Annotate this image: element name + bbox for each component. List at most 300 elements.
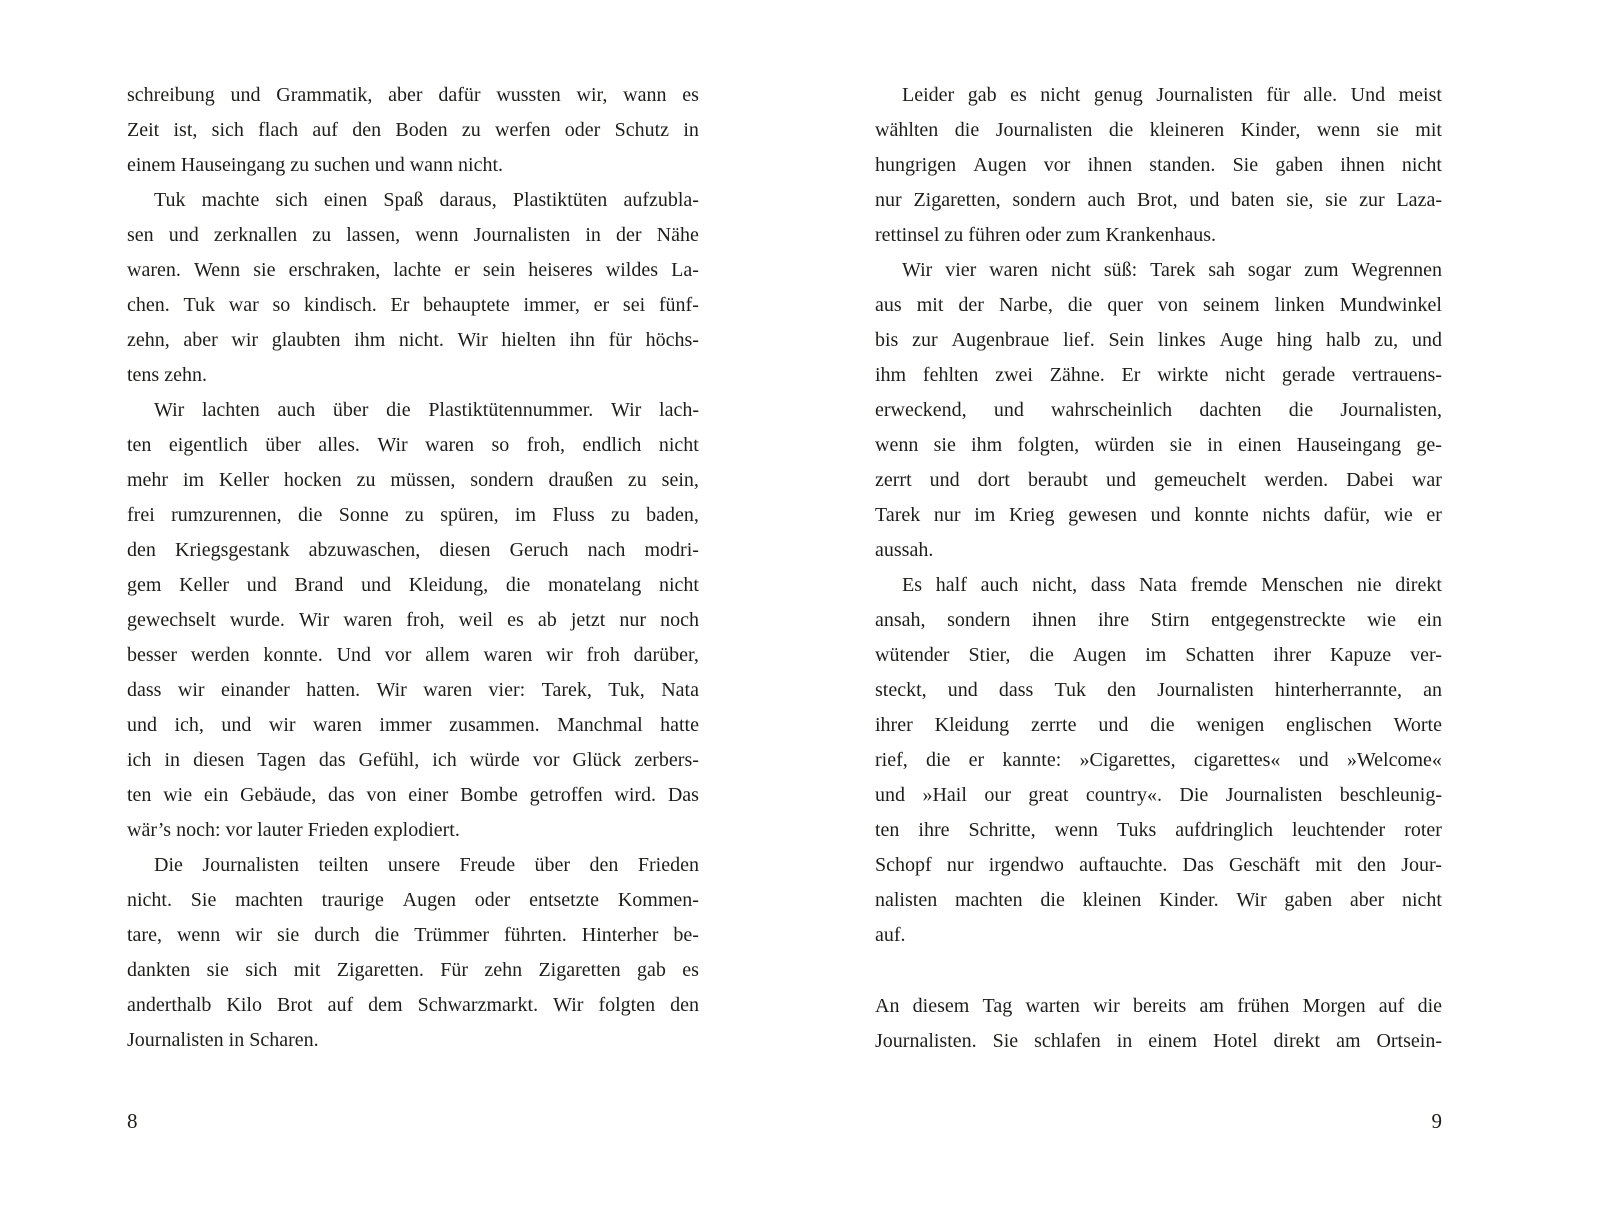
word: würden bbox=[1094, 434, 1155, 456]
word: mehr bbox=[127, 469, 169, 491]
word: und bbox=[1105, 469, 1136, 491]
word: sei bbox=[622, 294, 646, 316]
word: wütender bbox=[875, 644, 950, 666]
text-line bbox=[127, 323, 699, 358]
word: dort bbox=[977, 469, 1010, 491]
word: für bbox=[1266, 84, 1290, 106]
word: in bbox=[1207, 434, 1223, 456]
word: sich bbox=[275, 189, 308, 211]
word: Wir bbox=[902, 259, 933, 281]
text-line bbox=[127, 743, 699, 778]
text-line: tens zehn. bbox=[127, 364, 207, 386]
text-line bbox=[875, 778, 1442, 813]
word: Journalisten bbox=[202, 854, 299, 876]
word: Er bbox=[1121, 364, 1141, 386]
word: es bbox=[1010, 84, 1027, 106]
word: den bbox=[352, 119, 382, 141]
word: direkt bbox=[1273, 1030, 1321, 1052]
word: nie bbox=[1357, 574, 1382, 596]
text-line bbox=[875, 358, 1442, 393]
word: ein bbox=[203, 784, 229, 806]
word: wir bbox=[231, 329, 259, 351]
word: gaben bbox=[1284, 889, 1333, 911]
word: Tuk bbox=[1054, 679, 1086, 701]
word: dass bbox=[998, 679, 1034, 701]
word: sondern bbox=[1012, 189, 1076, 211]
text-line bbox=[875, 708, 1442, 743]
word: Wegrennen bbox=[1351, 259, 1442, 281]
word: froh, bbox=[406, 609, 445, 631]
word: nur bbox=[619, 609, 646, 631]
word: die bbox=[297, 504, 323, 526]
word: Worte bbox=[1393, 714, 1442, 736]
word: so bbox=[491, 434, 510, 456]
word: und bbox=[993, 399, 1024, 421]
text-line bbox=[875, 148, 1442, 183]
word: Journalisten, bbox=[1340, 399, 1442, 421]
word: zu bbox=[312, 224, 332, 246]
word: und bbox=[1298, 749, 1329, 771]
word: gab bbox=[967, 84, 997, 106]
word: ab bbox=[537, 609, 557, 631]
word: wenn bbox=[1054, 819, 1098, 841]
word: La- bbox=[671, 259, 699, 281]
word: nalisten bbox=[875, 889, 938, 911]
word: und bbox=[221, 714, 252, 736]
word: tare, bbox=[127, 924, 162, 946]
word: cigarettes« bbox=[1193, 749, 1281, 771]
word: hocken bbox=[283, 469, 342, 491]
word: Augen bbox=[402, 889, 456, 911]
word: höchs- bbox=[645, 329, 699, 351]
word: aber bbox=[1349, 889, 1385, 911]
word: nicht bbox=[1050, 259, 1091, 281]
text-line bbox=[127, 113, 699, 148]
word: den bbox=[670, 994, 699, 1016]
word: Tarek bbox=[875, 504, 921, 526]
word: weil bbox=[458, 609, 494, 631]
word: Hauseingang bbox=[1296, 434, 1402, 456]
word: darüber, bbox=[633, 644, 699, 666]
word: Kapuze bbox=[1330, 644, 1392, 666]
word: durch bbox=[314, 924, 360, 946]
word: nicht bbox=[1225, 364, 1266, 386]
word: Kinder, bbox=[1240, 119, 1301, 141]
word: Hinterher bbox=[581, 924, 659, 946]
word: Spaß bbox=[383, 189, 424, 211]
word: bis bbox=[875, 329, 899, 351]
word: die bbox=[1108, 119, 1134, 141]
word: ten bbox=[127, 434, 152, 456]
word: Leider bbox=[902, 84, 955, 106]
word: Sie bbox=[190, 889, 217, 911]
word: Krieg bbox=[1008, 504, 1055, 526]
text-line bbox=[875, 253, 1442, 288]
word: Tuks bbox=[1116, 819, 1157, 841]
word: lassen, bbox=[346, 224, 401, 246]
word: von bbox=[366, 784, 397, 806]
text-line bbox=[875, 743, 1442, 778]
text-line: einem Hauseingang zu suchen und wann nicht. bbox=[127, 154, 504, 176]
word: wahrscheinlich bbox=[1051, 399, 1173, 421]
word: waren bbox=[483, 644, 533, 666]
text-line bbox=[127, 673, 699, 708]
word: führten. bbox=[504, 924, 567, 946]
paragraph bbox=[875, 78, 1442, 253]
word: alle. bbox=[1303, 84, 1338, 106]
word: Wir bbox=[553, 994, 584, 1016]
word: erschraken, bbox=[288, 259, 381, 281]
word: zusammen. bbox=[449, 714, 540, 736]
word: einen bbox=[1238, 434, 1282, 456]
word: ich, bbox=[174, 714, 204, 736]
word: Freude bbox=[459, 854, 516, 876]
word: Journalisten bbox=[1157, 679, 1254, 701]
word: einander bbox=[220, 679, 290, 701]
word: Journalisten bbox=[1156, 84, 1253, 106]
paragraph bbox=[127, 183, 699, 393]
word: unsere bbox=[387, 854, 441, 876]
text-line bbox=[875, 603, 1442, 638]
word: auf bbox=[327, 994, 354, 1016]
word: Schritte, bbox=[968, 819, 1036, 841]
word: Und bbox=[1350, 84, 1386, 106]
word: folgten bbox=[598, 994, 656, 1016]
word: Geruch bbox=[509, 539, 569, 561]
word: war bbox=[1411, 469, 1442, 491]
word: waren bbox=[313, 714, 362, 736]
word: Tuk, bbox=[608, 679, 645, 701]
word: zur bbox=[912, 329, 938, 351]
word: zerknallen bbox=[213, 224, 298, 246]
word: und bbox=[1098, 714, 1129, 736]
word: getroffen bbox=[529, 784, 603, 806]
word: rief, bbox=[875, 749, 908, 771]
word: Kleidung bbox=[934, 714, 1010, 736]
word: folgten, bbox=[1017, 434, 1080, 456]
word: die bbox=[954, 119, 980, 141]
word: draußen bbox=[548, 469, 613, 491]
word: abzuwaschen, bbox=[308, 539, 421, 561]
word: ihm bbox=[354, 329, 386, 351]
word: ihrer bbox=[1273, 644, 1312, 666]
word: sie, bbox=[1286, 189, 1314, 211]
word: Schopf bbox=[875, 854, 932, 876]
text-line bbox=[875, 323, 1442, 358]
word: die bbox=[1040, 889, 1065, 911]
word: kannte: bbox=[1002, 749, 1062, 771]
word: meist bbox=[1398, 84, 1442, 106]
word: Schutz bbox=[614, 119, 670, 141]
word: wir bbox=[268, 714, 296, 736]
word: schlafen bbox=[1034, 1030, 1101, 1052]
word: wir bbox=[177, 679, 205, 701]
word: Sie bbox=[992, 1030, 1019, 1052]
word: einer bbox=[408, 784, 449, 806]
word: standen. bbox=[1149, 154, 1216, 176]
word: zu, bbox=[1374, 329, 1399, 351]
word: hinterherrannte, bbox=[1274, 679, 1402, 701]
word: half bbox=[935, 574, 967, 596]
word: ihnen bbox=[1340, 154, 1385, 176]
word: nicht. bbox=[127, 889, 172, 911]
paragraph bbox=[127, 848, 699, 1058]
text-line bbox=[127, 988, 699, 1023]
word: am bbox=[1336, 1030, 1361, 1052]
word: allem bbox=[425, 644, 470, 666]
word: Zähne. bbox=[1049, 364, 1105, 386]
word: sie bbox=[206, 959, 229, 981]
word: Wir bbox=[376, 679, 407, 701]
word: zwei bbox=[995, 364, 1033, 386]
word: Laza- bbox=[1396, 189, 1442, 211]
word: ihm bbox=[971, 434, 1003, 456]
word: ten bbox=[127, 784, 152, 806]
word: Plastiktüten bbox=[512, 189, 608, 211]
paragraph bbox=[875, 989, 1442, 1059]
word: und bbox=[361, 574, 392, 596]
word: modri- bbox=[644, 539, 699, 561]
word: Schatten bbox=[1185, 644, 1255, 666]
word: frei bbox=[127, 504, 155, 526]
word: für bbox=[608, 329, 632, 351]
word: hielten bbox=[501, 329, 556, 351]
word: glaubten bbox=[271, 329, 341, 351]
word: Sonne bbox=[338, 504, 389, 526]
word: an bbox=[1423, 679, 1442, 701]
word: Wir bbox=[154, 399, 185, 421]
word: Zigaretten bbox=[538, 959, 621, 981]
word: Tag bbox=[982, 995, 1013, 1017]
word: ge- bbox=[1416, 434, 1442, 456]
word: diesen bbox=[439, 539, 491, 561]
word: wildes bbox=[605, 259, 659, 281]
word: waren bbox=[423, 679, 473, 701]
word: nicht, bbox=[1032, 574, 1078, 596]
word: heiseres bbox=[528, 259, 593, 281]
word: Sie bbox=[1232, 154, 1259, 176]
text-line bbox=[127, 848, 699, 883]
word: anderthalb bbox=[127, 994, 212, 1016]
word: Frieden bbox=[637, 854, 699, 876]
word: dass bbox=[1090, 574, 1126, 596]
word: Und bbox=[336, 644, 372, 666]
word: er bbox=[1426, 504, 1442, 526]
text-line bbox=[875, 848, 1442, 883]
word: vor bbox=[532, 749, 560, 771]
word: seinem bbox=[1202, 294, 1260, 316]
word: ist, bbox=[173, 119, 198, 141]
word: wenigen bbox=[1196, 714, 1265, 736]
word: kindisch. bbox=[304, 294, 377, 316]
word: flach bbox=[258, 119, 299, 141]
word: erweckend, bbox=[875, 399, 967, 421]
text-line bbox=[127, 568, 699, 603]
text-line bbox=[127, 288, 699, 323]
word: Die bbox=[154, 854, 183, 876]
word: lach- bbox=[659, 399, 699, 421]
word: ihnen bbox=[1032, 609, 1077, 631]
word: und bbox=[1411, 329, 1442, 351]
text-line bbox=[875, 183, 1442, 218]
word: nicht. bbox=[398, 329, 444, 351]
word: vertrauens- bbox=[1351, 364, 1442, 386]
word: einen bbox=[323, 189, 368, 211]
word: Kinder. bbox=[1159, 889, 1219, 911]
word: Kommen- bbox=[617, 889, 699, 911]
word: direkt bbox=[1395, 574, 1442, 596]
word: sie bbox=[253, 259, 276, 281]
word: wir bbox=[235, 924, 262, 946]
word: Sein bbox=[1108, 329, 1145, 351]
word: gewesen bbox=[1068, 504, 1137, 526]
word: Das bbox=[667, 784, 699, 806]
word: zu bbox=[627, 469, 647, 491]
word: würde bbox=[469, 749, 520, 771]
word: wir bbox=[1093, 995, 1120, 1017]
word: noch bbox=[660, 609, 699, 631]
word: Mundwinkel bbox=[1339, 294, 1442, 316]
word: ihrer bbox=[875, 714, 913, 736]
word: sein, bbox=[661, 469, 699, 491]
word: vier: bbox=[488, 679, 526, 701]
word: Brand bbox=[294, 574, 344, 596]
word: frühen bbox=[1237, 995, 1290, 1017]
word: waren bbox=[989, 259, 1039, 281]
word: einem bbox=[1148, 1030, 1198, 1052]
word: lief. bbox=[1063, 329, 1095, 351]
word: es bbox=[682, 959, 699, 981]
word: teilten bbox=[318, 854, 369, 876]
word: das bbox=[318, 749, 346, 771]
word: wussten bbox=[496, 84, 561, 106]
word: hing bbox=[1276, 329, 1313, 351]
word: die bbox=[1029, 644, 1054, 666]
text-line bbox=[127, 218, 699, 253]
text-line bbox=[127, 393, 699, 428]
word: zu bbox=[356, 469, 376, 491]
word: Zigaretten, bbox=[913, 189, 1001, 211]
word: zu bbox=[610, 504, 630, 526]
word: dafür, bbox=[1323, 504, 1371, 526]
word: our bbox=[984, 784, 1011, 806]
word: eigentlich bbox=[168, 434, 248, 456]
word: mit bbox=[1415, 119, 1442, 141]
word: sich bbox=[211, 119, 244, 141]
word: froh, bbox=[526, 434, 566, 456]
word: auf bbox=[1378, 995, 1405, 1017]
word: be- bbox=[673, 924, 699, 946]
word: Brot, bbox=[1137, 189, 1178, 211]
word: nur bbox=[946, 854, 974, 876]
word: sogar bbox=[1247, 259, 1292, 281]
text-line bbox=[127, 78, 699, 113]
word: Dabei bbox=[1346, 469, 1394, 491]
text-line: rettinsel zu führen oder zum Krankenhaus. bbox=[875, 224, 1216, 246]
word: ich bbox=[432, 749, 457, 771]
word: wirkte bbox=[1157, 364, 1209, 386]
word: dankten bbox=[127, 959, 191, 981]
text-line bbox=[875, 568, 1442, 603]
text-line: wär’s noch: vor lauter Frieden explodiert. bbox=[127, 819, 460, 841]
word: wann bbox=[623, 84, 667, 106]
text-line bbox=[127, 498, 699, 533]
word: die bbox=[925, 749, 951, 771]
word: die bbox=[505, 574, 531, 596]
text-line: aussah. bbox=[875, 539, 934, 561]
text-line bbox=[127, 883, 699, 918]
word: sie bbox=[1376, 119, 1399, 141]
word: aus bbox=[875, 294, 902, 316]
word: Gefühl, bbox=[358, 749, 420, 771]
word: im bbox=[974, 504, 996, 526]
word: ten bbox=[875, 819, 900, 841]
word: Wir bbox=[457, 329, 488, 351]
word: nicht bbox=[658, 434, 699, 456]
text-line bbox=[127, 918, 699, 953]
word: »Hail bbox=[922, 784, 967, 806]
word: Brot bbox=[277, 994, 313, 1016]
word: nicht bbox=[1401, 889, 1442, 911]
text-line bbox=[127, 953, 699, 988]
word: zehn bbox=[484, 959, 523, 981]
word: den bbox=[127, 539, 156, 561]
word: gaben bbox=[1275, 154, 1324, 176]
word: er bbox=[593, 294, 610, 316]
word: ihnen bbox=[1087, 154, 1133, 176]
word: immer bbox=[379, 714, 432, 736]
word: gemeuchelt bbox=[1154, 469, 1247, 491]
text-line bbox=[875, 638, 1442, 673]
word: Augen bbox=[973, 154, 1027, 176]
word: und bbox=[929, 469, 960, 491]
word: warten bbox=[1025, 995, 1080, 1017]
word: den bbox=[589, 854, 619, 876]
word: Kriegsgestank bbox=[175, 539, 290, 561]
word: immer, bbox=[523, 294, 580, 316]
word: zu bbox=[461, 119, 481, 141]
word: nach bbox=[587, 539, 626, 561]
word: ihre bbox=[918, 819, 950, 841]
text-line bbox=[127, 533, 699, 568]
word: beraubt bbox=[1027, 469, 1088, 491]
word: Journalisten bbox=[1225, 784, 1323, 806]
word: machten bbox=[235, 889, 303, 911]
text-line bbox=[127, 603, 699, 638]
word: wenn bbox=[415, 224, 459, 246]
word: werden bbox=[190, 644, 250, 666]
word: Schwarzmarkt. bbox=[417, 994, 539, 1016]
word: nicht bbox=[1401, 154, 1442, 176]
word: der bbox=[958, 294, 984, 316]
word: Kleidung, bbox=[408, 574, 489, 596]
word: Zeit bbox=[127, 119, 160, 141]
word: über bbox=[332, 399, 369, 421]
word: linken bbox=[1274, 294, 1325, 316]
word: am bbox=[1199, 995, 1224, 1017]
word: Wir bbox=[611, 399, 642, 421]
word: den bbox=[1357, 854, 1386, 876]
word: ein bbox=[1417, 609, 1442, 631]
text-line: Journalisten in Scharen. bbox=[127, 1029, 319, 1051]
word: wir bbox=[546, 644, 573, 666]
word: die bbox=[1150, 714, 1175, 736]
word: country«. bbox=[1085, 784, 1162, 806]
word: jetzt bbox=[570, 609, 606, 631]
word: mit bbox=[916, 294, 944, 316]
word: der bbox=[616, 224, 642, 246]
word: steckt, bbox=[875, 679, 927, 701]
